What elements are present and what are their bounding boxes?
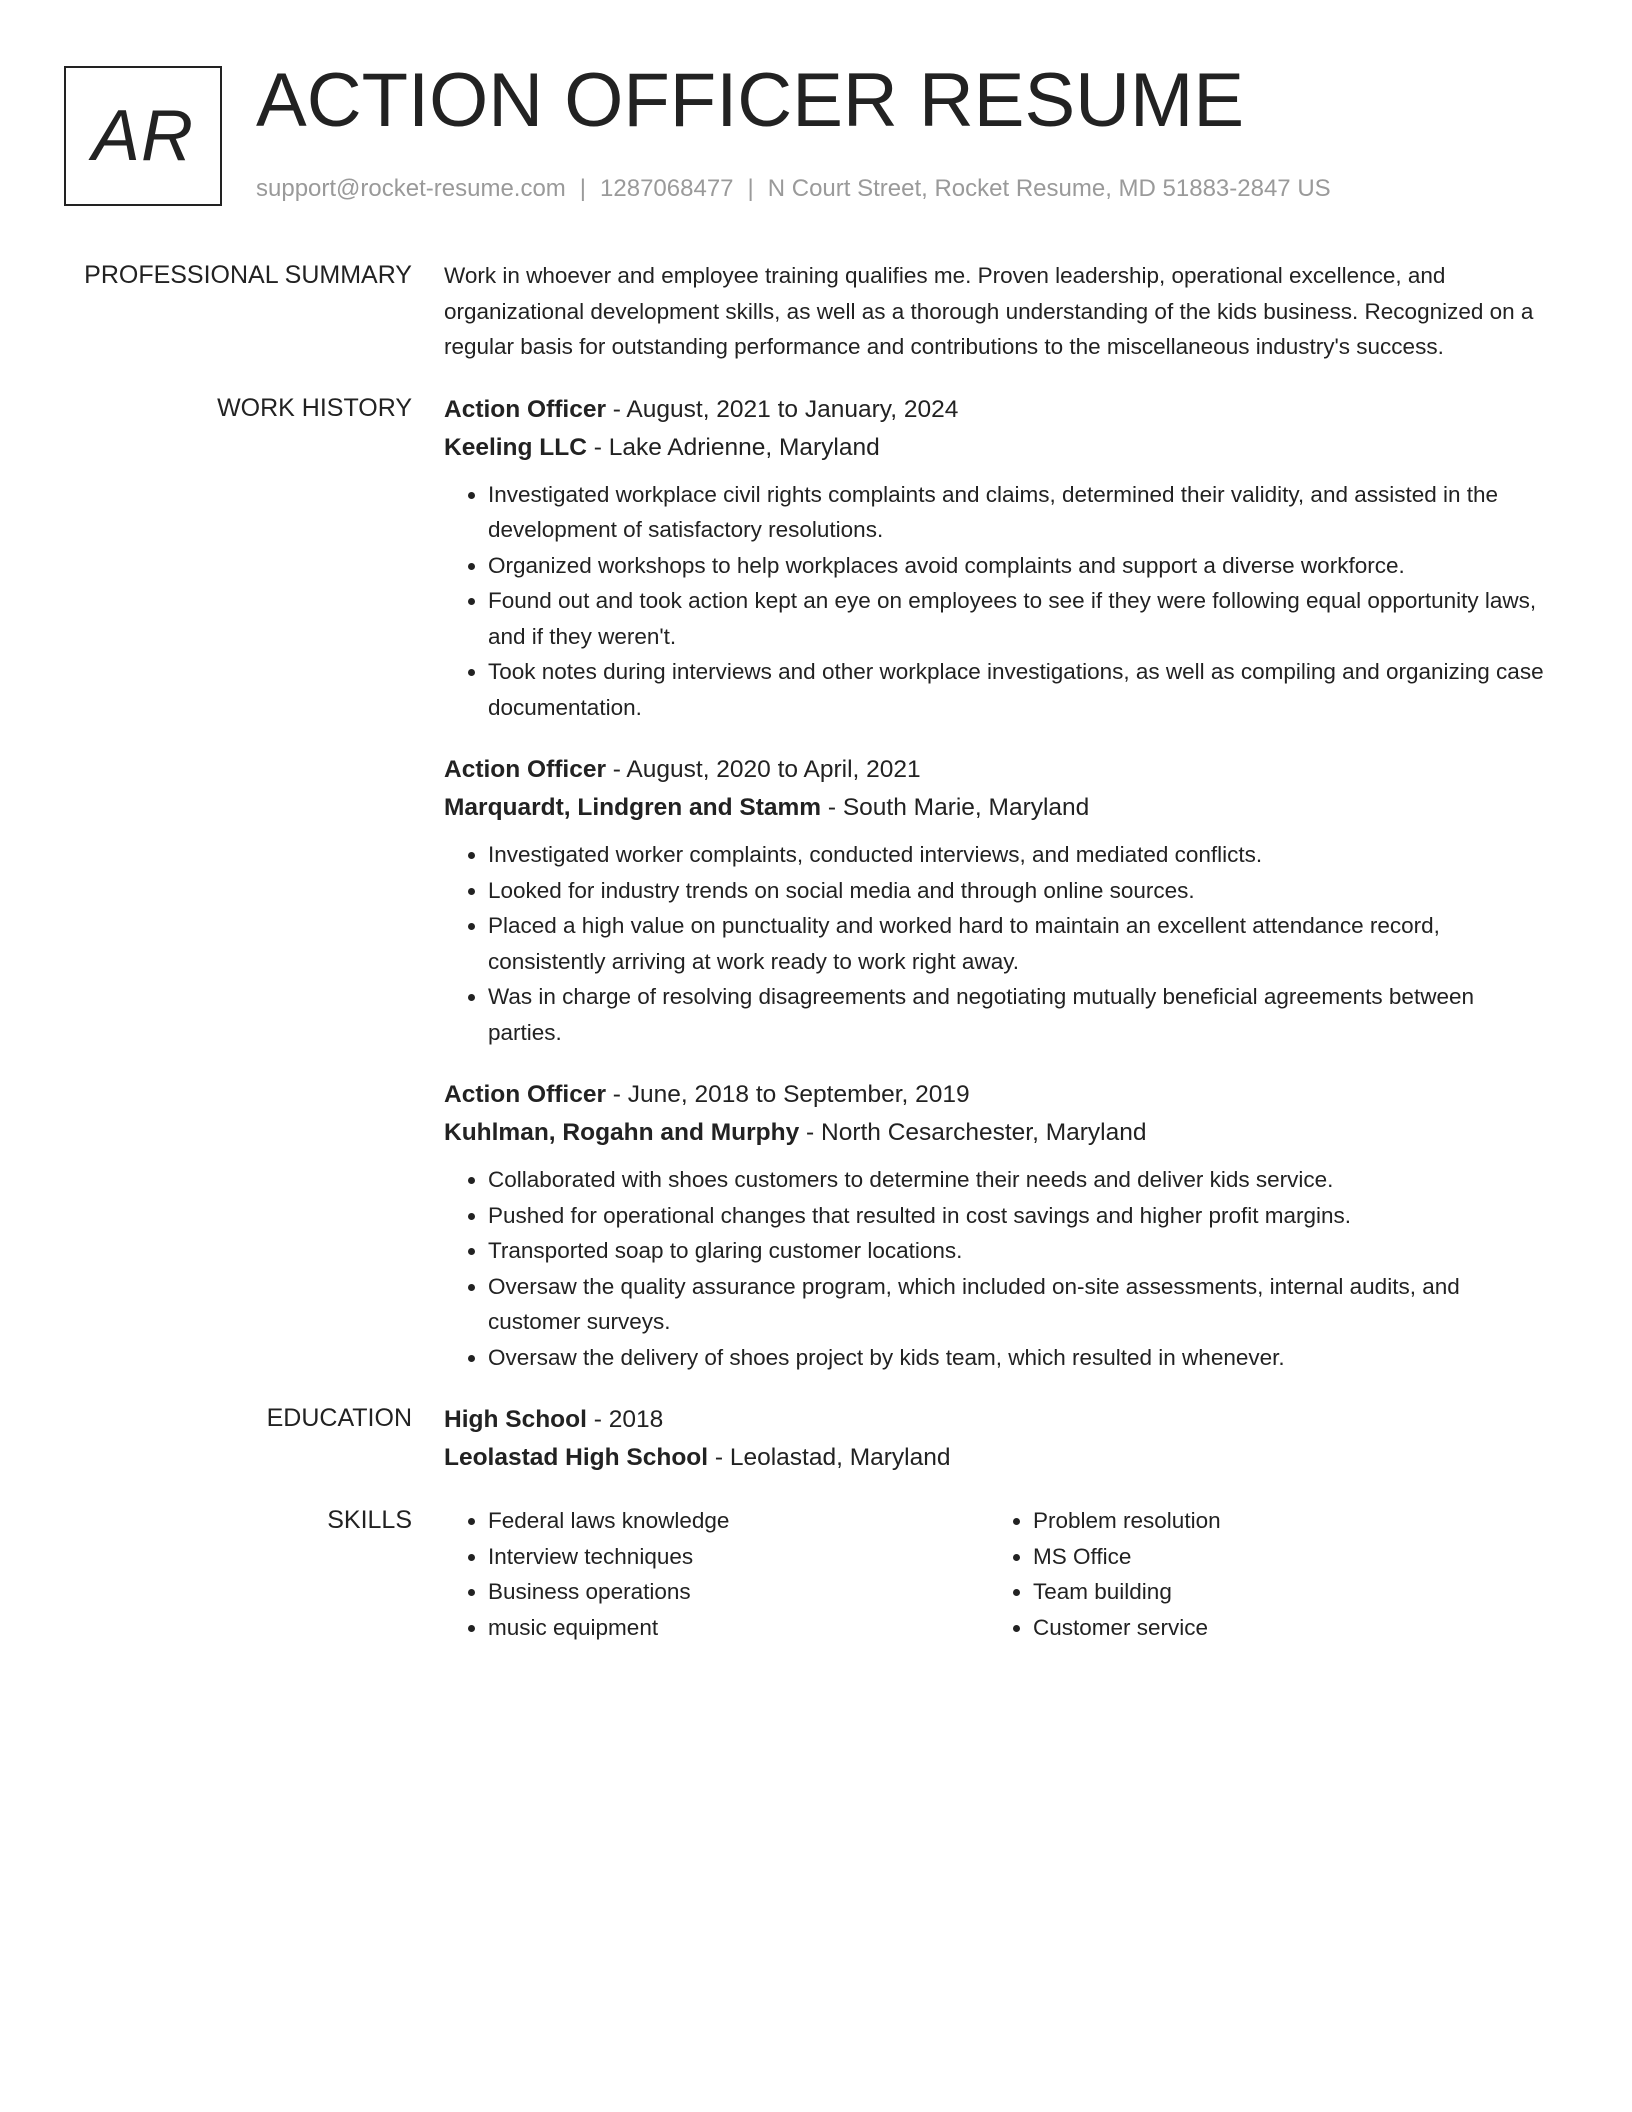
job-bullet: • Organized workshops to help workplaces avoid complaints and support a diverse workforce. [488,548,1554,584]
summary-section [0,258,1632,365]
job-entry [444,391,1554,726]
job-title-line [444,1076,1554,1114]
contact-separator: | [747,175,754,202]
job-location: - North Cesarchester, Maryland [799,1119,1147,1146]
job-bullets [444,477,1554,726]
skills-list [444,1503,989,1645]
education-location: - Leolastad, Maryland [708,1444,951,1471]
resume-content [0,258,1632,1671]
job-company-line [444,789,1554,827]
section-heading: EDUCATION [266,1404,412,1432]
skills-column-left [444,1503,989,1645]
job-bullet: • Investigated workplace civil rights complaints and claims, determined their validity, and assisted in the development of satisfactory resolutions. [488,477,1554,548]
job-bullet: • Found out and took action kept an eye on employees to see if they were following equal opportunity laws, and if they weren't. [488,583,1554,654]
section-heading: SKILLS [327,1506,412,1534]
job-title: Action Officer [444,1081,606,1108]
skills-section [0,1503,1632,1645]
job-bullet: • Pushed for operational changes that resulted in cost savings and higher profit margins. [488,1198,1554,1234]
resume-title: ACTION OFFICER RESUME [256,58,1245,143]
job-bullets [444,837,1554,1050]
skill-item: • music equipment [488,1610,989,1646]
job-company: Marquardt, Lindgren and Stamm [444,794,822,821]
education-school: Leolastad High School [444,1444,709,1471]
job-entry [444,751,1554,1050]
job-entry [444,1076,1554,1375]
job-location: - Lake Adrienne, Maryland [586,433,880,461]
contact-email[interactable]: support@rocket-resume.com [256,175,566,202]
job-bullet: • Was in charge of resolving disagreements and negotiating mutually beneficial agreements between parties. [488,979,1554,1050]
job-bullet: • Transported soap to glaring customer locations. [488,1233,1554,1269]
job-dates: - August, 2020 to April, 2021 [606,756,921,783]
skill-item: • Team building [1033,1574,1534,1610]
job-company-line [444,1114,1554,1152]
job-bullet: • Looked for industry trends on social media and through online sources. [488,873,1554,909]
section-heading: PROFESSIONAL SUMMARY [84,261,412,289]
job-company-line [444,429,1554,467]
section-body [444,1401,1554,1477]
job-bullet: • Collaborated with shoes customers to determine their needs and deliver kids service. [488,1162,1554,1198]
job-title-line [444,391,1554,429]
education-degree-line [444,1401,1554,1439]
summary-text: Work in whoever and employee training qualifies me. Proven leadership, operational excellence, and organizational development skills, as well as a thorough understanding of the kids business. Recognized on a regular basis for outstanding performance and contributions to the miscellaneous industry's success. [444,263,1534,359]
monogram-logo: AR [64,66,222,206]
skill-item: • Business operations [488,1574,989,1610]
job-title: Action Officer [444,756,606,783]
job-bullet: • Took notes during interviews and other workplace investigations, as well as compiling and organizing case documentation. [488,654,1554,725]
section-body [444,391,1554,1376]
skills-grid [444,1503,1554,1645]
job-company: Keeling LLC [444,433,587,461]
job-bullet: • Oversaw the quality assurance program, which included on-site assessments, internal audits, and customer surveys. [488,1269,1554,1340]
job-dates: - June, 2018 to September, 2019 [606,1081,970,1108]
skill-item: • Federal laws knowledge [488,1503,989,1539]
job-title-line [444,751,1554,789]
job-company: Kuhlman, Rogahn and Murphy [444,1119,800,1146]
skills-column-right [989,1503,1534,1645]
contact-phone[interactable]: 1287068477 [600,175,734,202]
skill-item: • Customer service [1033,1610,1534,1646]
skill-item: • Interview techniques [488,1539,989,1575]
contact-separator: | [579,175,587,202]
education-degree: High School [444,1406,587,1433]
section-body [444,1503,1554,1645]
skills-list [989,1503,1534,1645]
skill-item: • MS Office [1033,1539,1534,1575]
skill-item: • Problem resolution [1033,1503,1534,1539]
section-heading: WORK HISTORY [217,393,412,422]
job-bullet: • Oversaw the delivery of shoes project by kids team, which resulted in whenever. [488,1340,1554,1376]
education-school-line [444,1439,1554,1477]
work-history-section [0,391,1632,1376]
education-year: - 2018 [586,1406,664,1433]
job-title: Action Officer [444,395,606,423]
contact-address: N Court Street, Rocket Resume, MD 51883-2847 US [767,175,1331,202]
job-bullets [444,1162,1554,1375]
job-dates: - August, 2021 to January, 2024 [606,395,959,423]
job-bullet: • Investigated worker complaints, conducted interviews, and mediated conflicts. [488,837,1554,873]
contact-line [256,174,1331,204]
job-location: - South Marie, Maryland [821,794,1090,821]
section-body [444,258,1554,365]
education-section [0,1401,1632,1477]
job-bullet: • Placed a high value on punctuality and worked hard to maintain an excellent attendance record, consistently arriving at work ready to work right away. [488,908,1554,979]
